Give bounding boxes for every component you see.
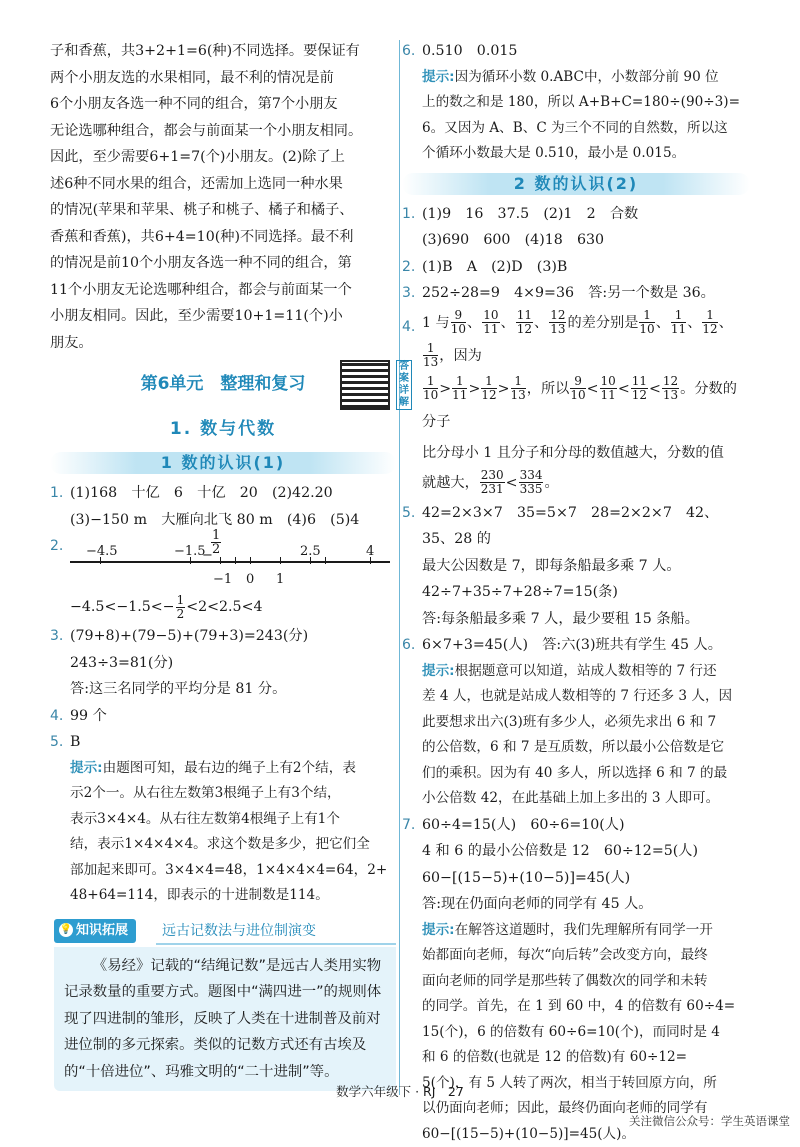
answer-line: 答:每条船最多乘 7 人，最少要租 15 条船。: [422, 606, 750, 633]
hint-line: 表示3×4×4。从右往左数第4根绳子上有1个: [70, 807, 396, 833]
section-title-1: 1 数的认识(1): [50, 452, 396, 474]
continued-line: 子和香蕉，共3+2+1=6(种)不同选择。要保证有: [50, 38, 396, 65]
fraction-separator: >: [498, 381, 510, 397]
question-number: 6.: [402, 632, 415, 659]
hint-line: 以仍面向老师；因此，最终仍面向老师的同学有: [422, 1096, 750, 1122]
extension-tag: 💡 知识拓展: [54, 919, 136, 943]
continued-line: 两个小朋友选的水果相同，最不利的情况是前: [50, 65, 396, 92]
continued-line: 香蕉和香蕉)，共6+4=10(种)不同选择。最不利: [50, 224, 396, 251]
answer-line: 6×7+3=45(人) 答:六(3)班共有学生 45 人。: [422, 632, 750, 659]
question-1: [50, 480, 396, 533]
hint-6-prev: [402, 65, 750, 167]
continued-line: 6个小朋友各选一种不同的组合，第7个小朋友: [50, 91, 396, 118]
corner-note: 关注微信公众号：学生英语课堂: [629, 1113, 790, 1129]
fraction: $\frac{1}{11}$: [452, 375, 467, 402]
hint-line: 面向老师的同学是那些转了偶数次的同学和未转: [422, 969, 750, 995]
answer-line: 0.510 0.015: [422, 38, 750, 65]
r-question-6: [402, 632, 750, 659]
question-number: 4.: [50, 703, 63, 730]
hint-line: 和 6 的倍数(也就是 12 的倍数)有 60÷12=: [422, 1045, 750, 1071]
number-line-tick: [325, 557, 326, 564]
hint-line: 的同学。首先，在 1 到 60 中，4 的倍数有 60÷4=: [422, 994, 750, 1020]
fraction: $\frac{12}{13}$: [662, 375, 679, 402]
fraction-separator: <: [649, 381, 661, 397]
hint-tag: 提示:: [70, 760, 103, 776]
continued-answer: [50, 38, 396, 356]
hint-line: 的公倍数，6 和 7 是互质数，所以最小公倍数是它: [422, 735, 750, 761]
qr-label: 答案详解: [396, 360, 412, 410]
fraction-separator: 、: [501, 315, 515, 331]
answer-line: 99 个: [70, 703, 396, 730]
question-number: 6.: [402, 38, 415, 65]
knowledge-extension-header: [50, 919, 396, 943]
answer-line: 42=2×3×7 35=5×7 28=2×2×7 42、35、28 的: [422, 500, 750, 553]
answer-line: (3)−150 m 大雁向北飞 80 m (4)6 (5)4: [70, 507, 396, 534]
answer-line: (3)690 600 (4)18 630: [422, 227, 750, 254]
hint-tag: 提示:: [422, 663, 455, 679]
answer-line: B: [70, 729, 396, 756]
extension-body: 《易经》记载的“结绳记数”是远古人类用实物记录数量的重要方式。题图中“满四进一”的规则体现了四进制的雏形，反映了人类在十进制普及前对进位制的多元探索。类似的记数方式还有古埃及的“十倍进位”、玛雅文明的“二十进制”等。: [54, 947, 396, 1092]
answer-line: 1 与 $\frac{9}{10}$ 、 $\frac{10}{11}$ 、 $\frac{11}{12}$ 、 $\frac{12}{13}$ 的差分别是 $\frac{1}{10}$ 、 $\frac{1}{11}$ 、 $\frac{1}{12}$ 、 $\frac{1}{13}$ ，因为: [422, 307, 750, 373]
answer-line: 比分母小 1 且分子和分母的数值越大，分数的值: [422, 439, 750, 467]
hint-line: 上的数之和是 180，所以 A+B+C=180÷(90÷3)=: [422, 90, 750, 116]
continued-line: 11个小朋友无论选哪种组合，都会与前面某一个: [50, 277, 396, 304]
fraction: $\frac{10}{11}$: [600, 375, 617, 402]
number-line-tick: [235, 557, 236, 564]
fraction: $\frac{1}{11}$: [671, 309, 686, 336]
hint-line: 15(个)，6 的倍数有 60÷6=10(个)，而同时是 4: [422, 1020, 750, 1046]
fraction: $\frac{11}{12}$: [631, 375, 648, 402]
continued-line: 朋友。: [50, 330, 396, 357]
hint-r6: [402, 659, 750, 812]
fraction: $\frac{1}{13}$: [511, 375, 526, 402]
lightbulb-icon: 💡: [59, 923, 73, 937]
continued-line: 的情况(苹果和苹果、桃子和桃子、橘子和橘子、: [50, 197, 396, 224]
hint-line: 始都面向老师，每次“向后转”会改变方向，最终: [422, 943, 750, 969]
fraction-separator: <: [587, 381, 599, 397]
fraction-separator: 、: [687, 315, 701, 331]
hint-line: 差 4 人，也就是站成人数相等的 7 行还多 3 人，因: [422, 684, 750, 710]
fraction-separator: >: [468, 381, 480, 397]
subsection-title: 1. 数与代数: [50, 412, 396, 446]
hint-line: 60−[(15−5)+(10−5)]=45(人)。: [422, 1122, 750, 1147]
page-footer: 数学六年级下 · RJ 27: [0, 1082, 800, 1100]
inequality-part: −4.5<−1.5<−: [70, 599, 175, 615]
hint-line: 小公倍数 42，在此基础上加上多出的 3 人即可。: [422, 786, 750, 812]
hint-line: 结，表示1×4×4×4。求这个数是多少，把它们全: [70, 832, 396, 858]
question-number: 5.: [50, 729, 63, 756]
hint-5: [50, 756, 396, 909]
question-number: 1.: [402, 201, 415, 228]
continued-line: 的情况是前10个小朋友各选一种不同的组合，第: [50, 250, 396, 277]
hint-line: 5(个)，有 5 人转了两次，相当于转回原方向，所: [422, 1071, 750, 1097]
fraction: $\frac{1}{12}$: [702, 309, 717, 336]
left-column: [50, 38, 396, 1091]
number-line-label: −: [202, 543, 213, 570]
hint-text: 由题图可知，最右边的绳子上有2个结，表: [103, 760, 356, 776]
inequality-fraction: $\frac{1}{2}$: [176, 594, 186, 621]
hint-text: 因为循环小数 0.ABC中，小数部分前 90 位: [455, 69, 719, 85]
fraction: $\frac{334}{335}$: [519, 469, 544, 496]
number-line-axis: [70, 561, 390, 563]
answer-line: 42÷7+35÷7+28÷7=15(条): [422, 579, 750, 606]
question-6-prev: [402, 38, 750, 65]
fraction-separator: >: [439, 381, 451, 397]
question-5: [50, 729, 396, 756]
fraction-group: [422, 381, 527, 397]
fraction-group: [569, 381, 680, 397]
question-number: 2.: [402, 254, 415, 281]
answer-line: 60÷4=15(人) 60÷6=10(人): [422, 812, 750, 839]
hint-text: 在解答这道题时，我们先理解所有同学一开: [455, 922, 713, 938]
section-title-2: 2 数的认识(2): [402, 173, 750, 195]
fraction: $\frac{9}{10}$: [451, 309, 466, 336]
fraction-separator: 、: [656, 315, 670, 331]
number-line-label: 0: [246, 567, 254, 594]
fraction: $\frac{12}{13}$: [549, 309, 566, 336]
qr-code-icon[interactable]: [340, 360, 390, 410]
answer-line: 243÷3=81(分): [70, 650, 396, 677]
answer-line: 4 和 6 的最小公倍数是 12 60÷12=5(人): [422, 838, 750, 865]
fraction: $\frac{230}{231}$: [480, 469, 505, 496]
continued-line: 因此，至少需要6+1=7(个)小朋友。(2)除了上: [50, 144, 396, 171]
question-3: [50, 623, 396, 703]
r-question-4: [402, 307, 750, 500]
r-question-3: [402, 280, 750, 307]
hint-line: 个循环小数最大是 0.510，最小是 0.015。: [422, 141, 750, 167]
unit-title: 第6单元 整理和复习: [141, 374, 306, 394]
answer-line: 252÷28=9 4×9=36 答:另一个数是 36。: [422, 280, 750, 307]
fraction: $\frac{9}{10}$: [570, 375, 585, 402]
answer-line: (1)9 16 37.5 (2)1 2 合数: [422, 201, 750, 228]
number-line-tick: [250, 557, 251, 564]
question-number: 5.: [402, 500, 415, 527]
continued-line: 述6种不同水果的组合，还需加上选同一种水果: [50, 171, 396, 198]
right-column: [402, 38, 750, 1147]
r-question-7: [402, 812, 750, 918]
number-line-fraction: $\frac{1}{2}$: [211, 529, 221, 556]
fraction-separator: 、: [534, 315, 548, 331]
extension-title: 远古记数法与进位制演变: [156, 919, 396, 945]
answer-line: 60−[(15−5)+(10−5)]=45(人): [422, 865, 750, 892]
answer-line: 答:这三名同学的平均分是 81 分。: [70, 676, 396, 703]
fraction: $\frac{11}{12}$: [516, 309, 533, 336]
question-number: 3.: [50, 623, 63, 650]
number-line-tick: [280, 557, 281, 564]
number-line-label: −4.5: [86, 539, 118, 566]
fraction-separator: <: [618, 381, 630, 397]
continued-line: 小朋友相同。因此，至少需要10+1=11(个)小: [50, 303, 396, 330]
number-line-label: 2.5: [300, 539, 321, 566]
continued-line: 无论选哪种组合，都会与前面某一个小朋友相同。: [50, 118, 396, 145]
answer-line: 就越大， $\frac{230}{231}$ < $\frac{334}{335}$ 。: [422, 467, 750, 500]
hint-line: 部加起来即可。3×4×4=48，1×4×4×4=64，2+: [70, 858, 396, 884]
number-line-label: −1.5: [174, 539, 206, 566]
answer-line: (1)168 十亿 6 十亿 20 (2)42.20: [70, 480, 396, 507]
fraction: $\frac{1}{12}$: [481, 375, 496, 402]
question-number: 7.: [402, 812, 415, 839]
fraction-group: [450, 315, 568, 331]
inequality: [70, 591, 396, 623]
answer-line: (79+8)+(79−5)+(79+3)=243(分): [70, 623, 396, 650]
hint-tag: 提示:: [422, 69, 455, 85]
inequality-part: <2<2.5<4: [186, 599, 262, 615]
fraction: $\frac{1}{13}$: [423, 342, 438, 369]
hint-line: 示2个一。从右往左数第3根绳子上有3个结，: [70, 781, 396, 807]
hint-tag: 提示:: [422, 922, 455, 938]
r-question-5: [402, 500, 750, 633]
hint-text: 根据题意可以知道，站成人数相等的 7 行还: [455, 663, 717, 679]
fraction: $\frac{1}{10}$: [423, 375, 438, 402]
question-number: 3.: [402, 280, 415, 307]
question-number: 2.: [50, 533, 63, 560]
answer-line: 最大公因数是 7，即每条船最多乘 7 人。: [422, 553, 750, 580]
question-number: 1.: [50, 480, 63, 507]
question-2: [50, 533, 396, 623]
question-4: [50, 703, 396, 730]
hint-line: 此要想求出六(3)班有多少人，必须先求出 6 和 7: [422, 710, 750, 736]
hint-line: 们的乘积。因为有 40 多人，所以选择 6 和 7 的最: [422, 761, 750, 787]
number-line: [70, 533, 396, 591]
fraction: $\frac{1}{10}$: [639, 309, 654, 336]
fraction: $\frac{10}{11}$: [482, 309, 499, 336]
number-line-tick: [220, 557, 221, 564]
answer-line: (1)B A (2)D (3)B: [422, 254, 750, 281]
number-line-label: 1: [276, 567, 284, 594]
question-number: 4.: [402, 311, 415, 344]
fraction-separator: 、: [467, 315, 481, 331]
answer-line: 答:现在仍面向老师的同学有 45 人。: [422, 891, 750, 918]
fraction-separator: 、: [719, 315, 733, 331]
hint-line: 6。又因为 A、B、C 为三个不同的自然数，所以这: [422, 116, 750, 142]
number-line-label: −1: [213, 567, 232, 594]
r-question-1: [402, 201, 750, 254]
number-line-label: 4: [366, 539, 374, 566]
r-question-2: [402, 254, 750, 281]
unit-heading: [50, 356, 396, 412]
answer-line: $\frac{1}{10}$ > $\frac{1}{11}$ > $\frac{1}{12}$ > $\frac{1}{13}$ ，所以 $\frac{9}{10}$ < $\frac{10}{11}$ < $\frac{11}{12}$ < $\frac{12}{13}$ 。分数的分子: [422, 373, 750, 439]
hint-line: 48+64=114，即表示的十进制数是114。: [70, 883, 396, 909]
column-divider: [399, 40, 400, 1095]
